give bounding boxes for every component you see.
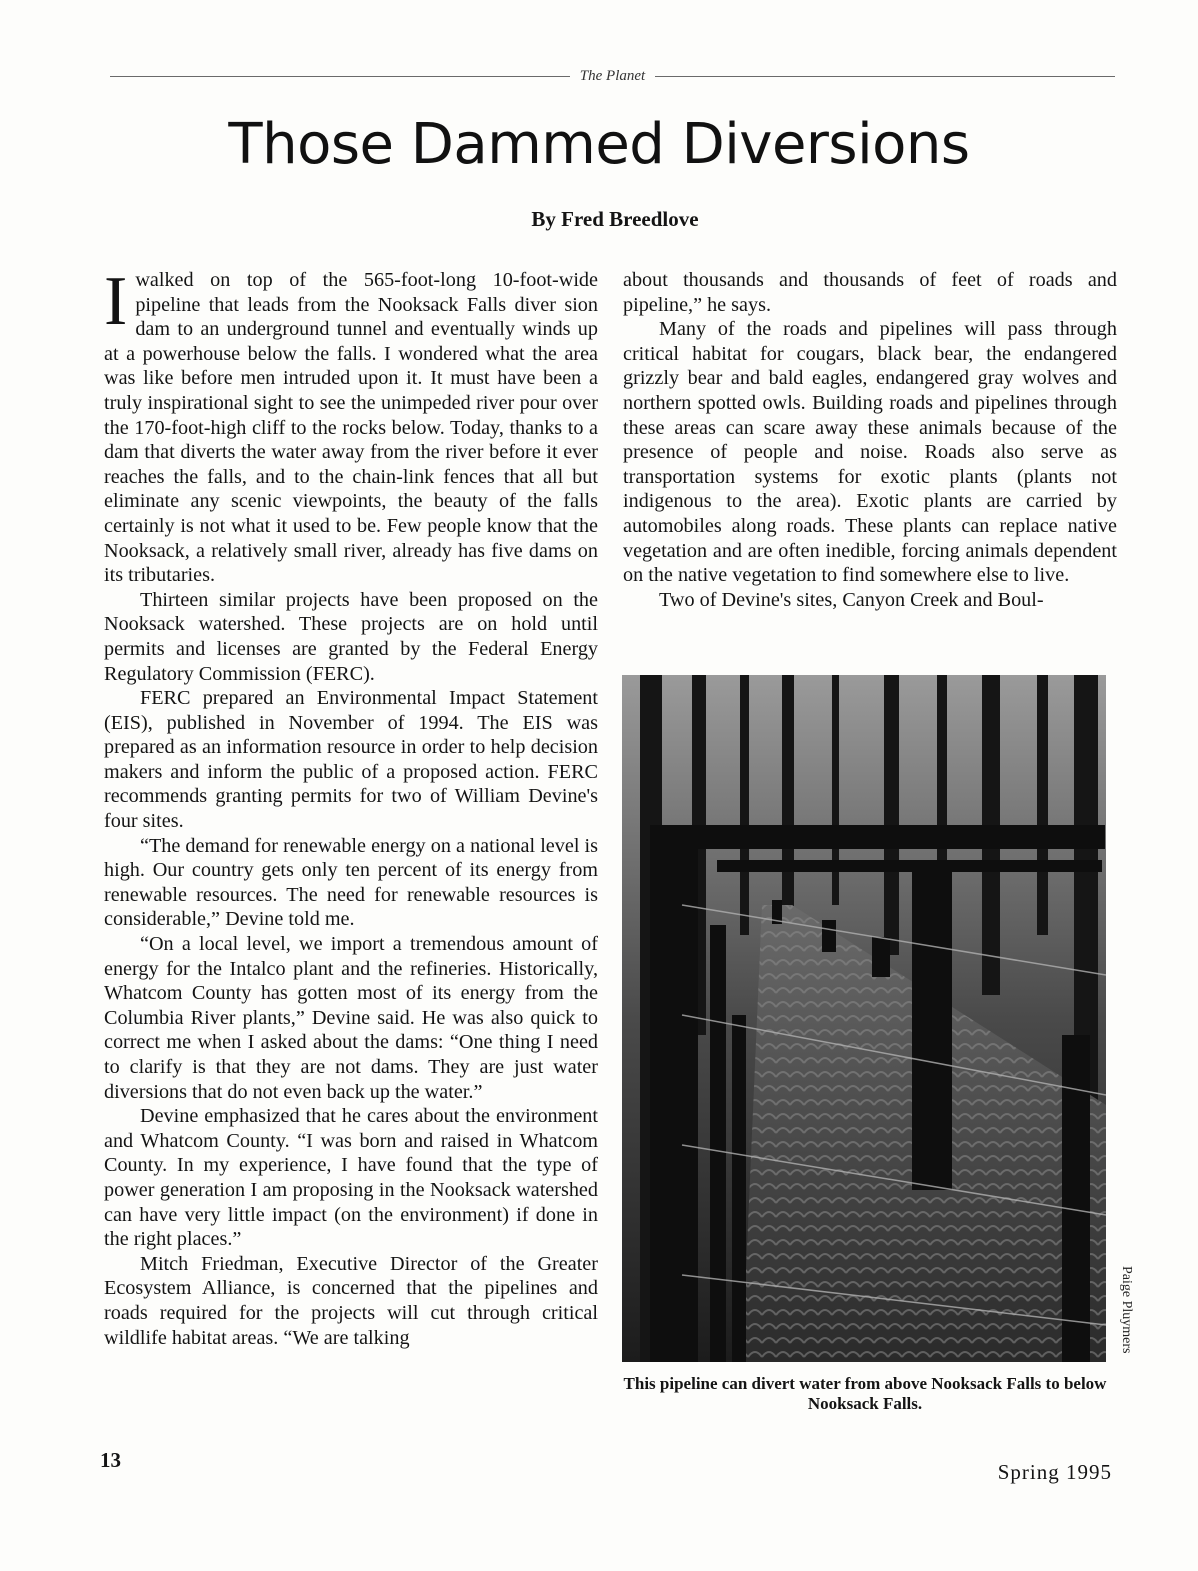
paragraph: “The demand for renewable energy on a national level is high. Our country gets only ten percent of its energy from renewable resources. The need for renewable resources is considerable,” Devine told me. [104,834,598,931]
paragraph: Devine emphasized that he cares about the environment and Whatcom County. “I was born and raised in Whatcom County. In my experience, I have found that the type of power generation I am proposing in the Nooksack watershed can have very little impact (on the environment) if done in the right places.” [104,1105,598,1251]
header-rule-right [655,76,1115,77]
drop-cap: I [104,263,128,340]
article-title: Those Dammed Diversions [228,112,970,177]
paragraph: FERC prepared an Environmental Impact Statement (EIS), published in November of 1994. The EIS was prepared as an information resource in order to help decision makers and inform the public of a proposed action. FERC recommends granting permits for two of William Devine's four sites. [104,687,598,833]
header-rule-left [110,76,570,77]
photo-credit: Paige Pluymers [1119,1266,1134,1354]
byline: By Fred Breedlove [531,207,699,231]
article-column-left [104,263,598,1423]
paragraph: about thousands and thousands of feet of roads and pipeline,” he says. [623,269,1117,316]
paragraph: Mitch Friedman, Executive Director of the Greater Ecosystem Alliance, is concerned that the pipelines and roads required for the projects will cut through critical wildlife habitat areas. “We are talking [104,1252,598,1349]
publication-name: The Planet [579,67,646,84]
photo-caption: This pipeline can divert water from above Nooksack Falls to below Nooksack Falls. [623,1374,1107,1413]
paragraph: Two of Devine's sites, Canyon Creek and Boul- [659,588,1044,611]
paragraph: Many of the roads and pipelines will pass through critical habitat for cougars, black bear, the endangered grizzly bear and bald eagles, endangered gray wolves and northern spotted owls. Building roads and pipelines through these areas can scare away these animals because of the presence of people and noise. Roads also serve as transportation systems for exotic plants (plants not indigenous to the area). Exotic plants are carried by automobiles along roads. These plants can replace native vegetation and are often inedible, forcing animals dependent on the native vegetation to find somewhere else to live. [623,318,1117,587]
page-number: 13 [100,1448,121,1472]
article-column-right [623,268,1117,612]
paragraph: I walked on top of the 565-foot-long 10-foot-wide pipeline that leads from the Nooksack Falls diver sion dam to an underground tunnel and eventually winds up at a powerhouse below the falls. I wondered what the area was like before men intruded upon it. It must have been a truly inspirational sight to see the unimpeded river pour over the 170-foot-high cliff to the rocks below. Today, thanks to a dam that diverts the water away from the river before it ever reaches the falls, and to the chain-link fences that all but eliminate any scenic viewpoints, the beauty of the falls certainly is not what it used to be. Few people know that the Nooksack, a relatively small river, already has five dams on its tributaries. [104,263,598,587]
paragraph: Thirteen similar projects have been proposed on the Nooksack watershed. These projects are on hold until permits and licenses are granted by the Federal Energy Regulatory Commission (FERC). [104,588,598,685]
paragraph: “On a local level, we import a tremendous amount of energy for the Intalco plant and the refineries. Historically, Whatcom County has gotten most of its energy from the Columbia River plants,” Devine said. He was also quick to correct me when I asked about the dams: “One thing I need to clarify is that they are not dams. They are just water diversions that do not even back up the water.” [104,933,598,1103]
issue-date: Spring 1995 [997,1460,1112,1484]
pipeline-photo [622,675,1106,1362]
running-header [110,66,1115,86]
